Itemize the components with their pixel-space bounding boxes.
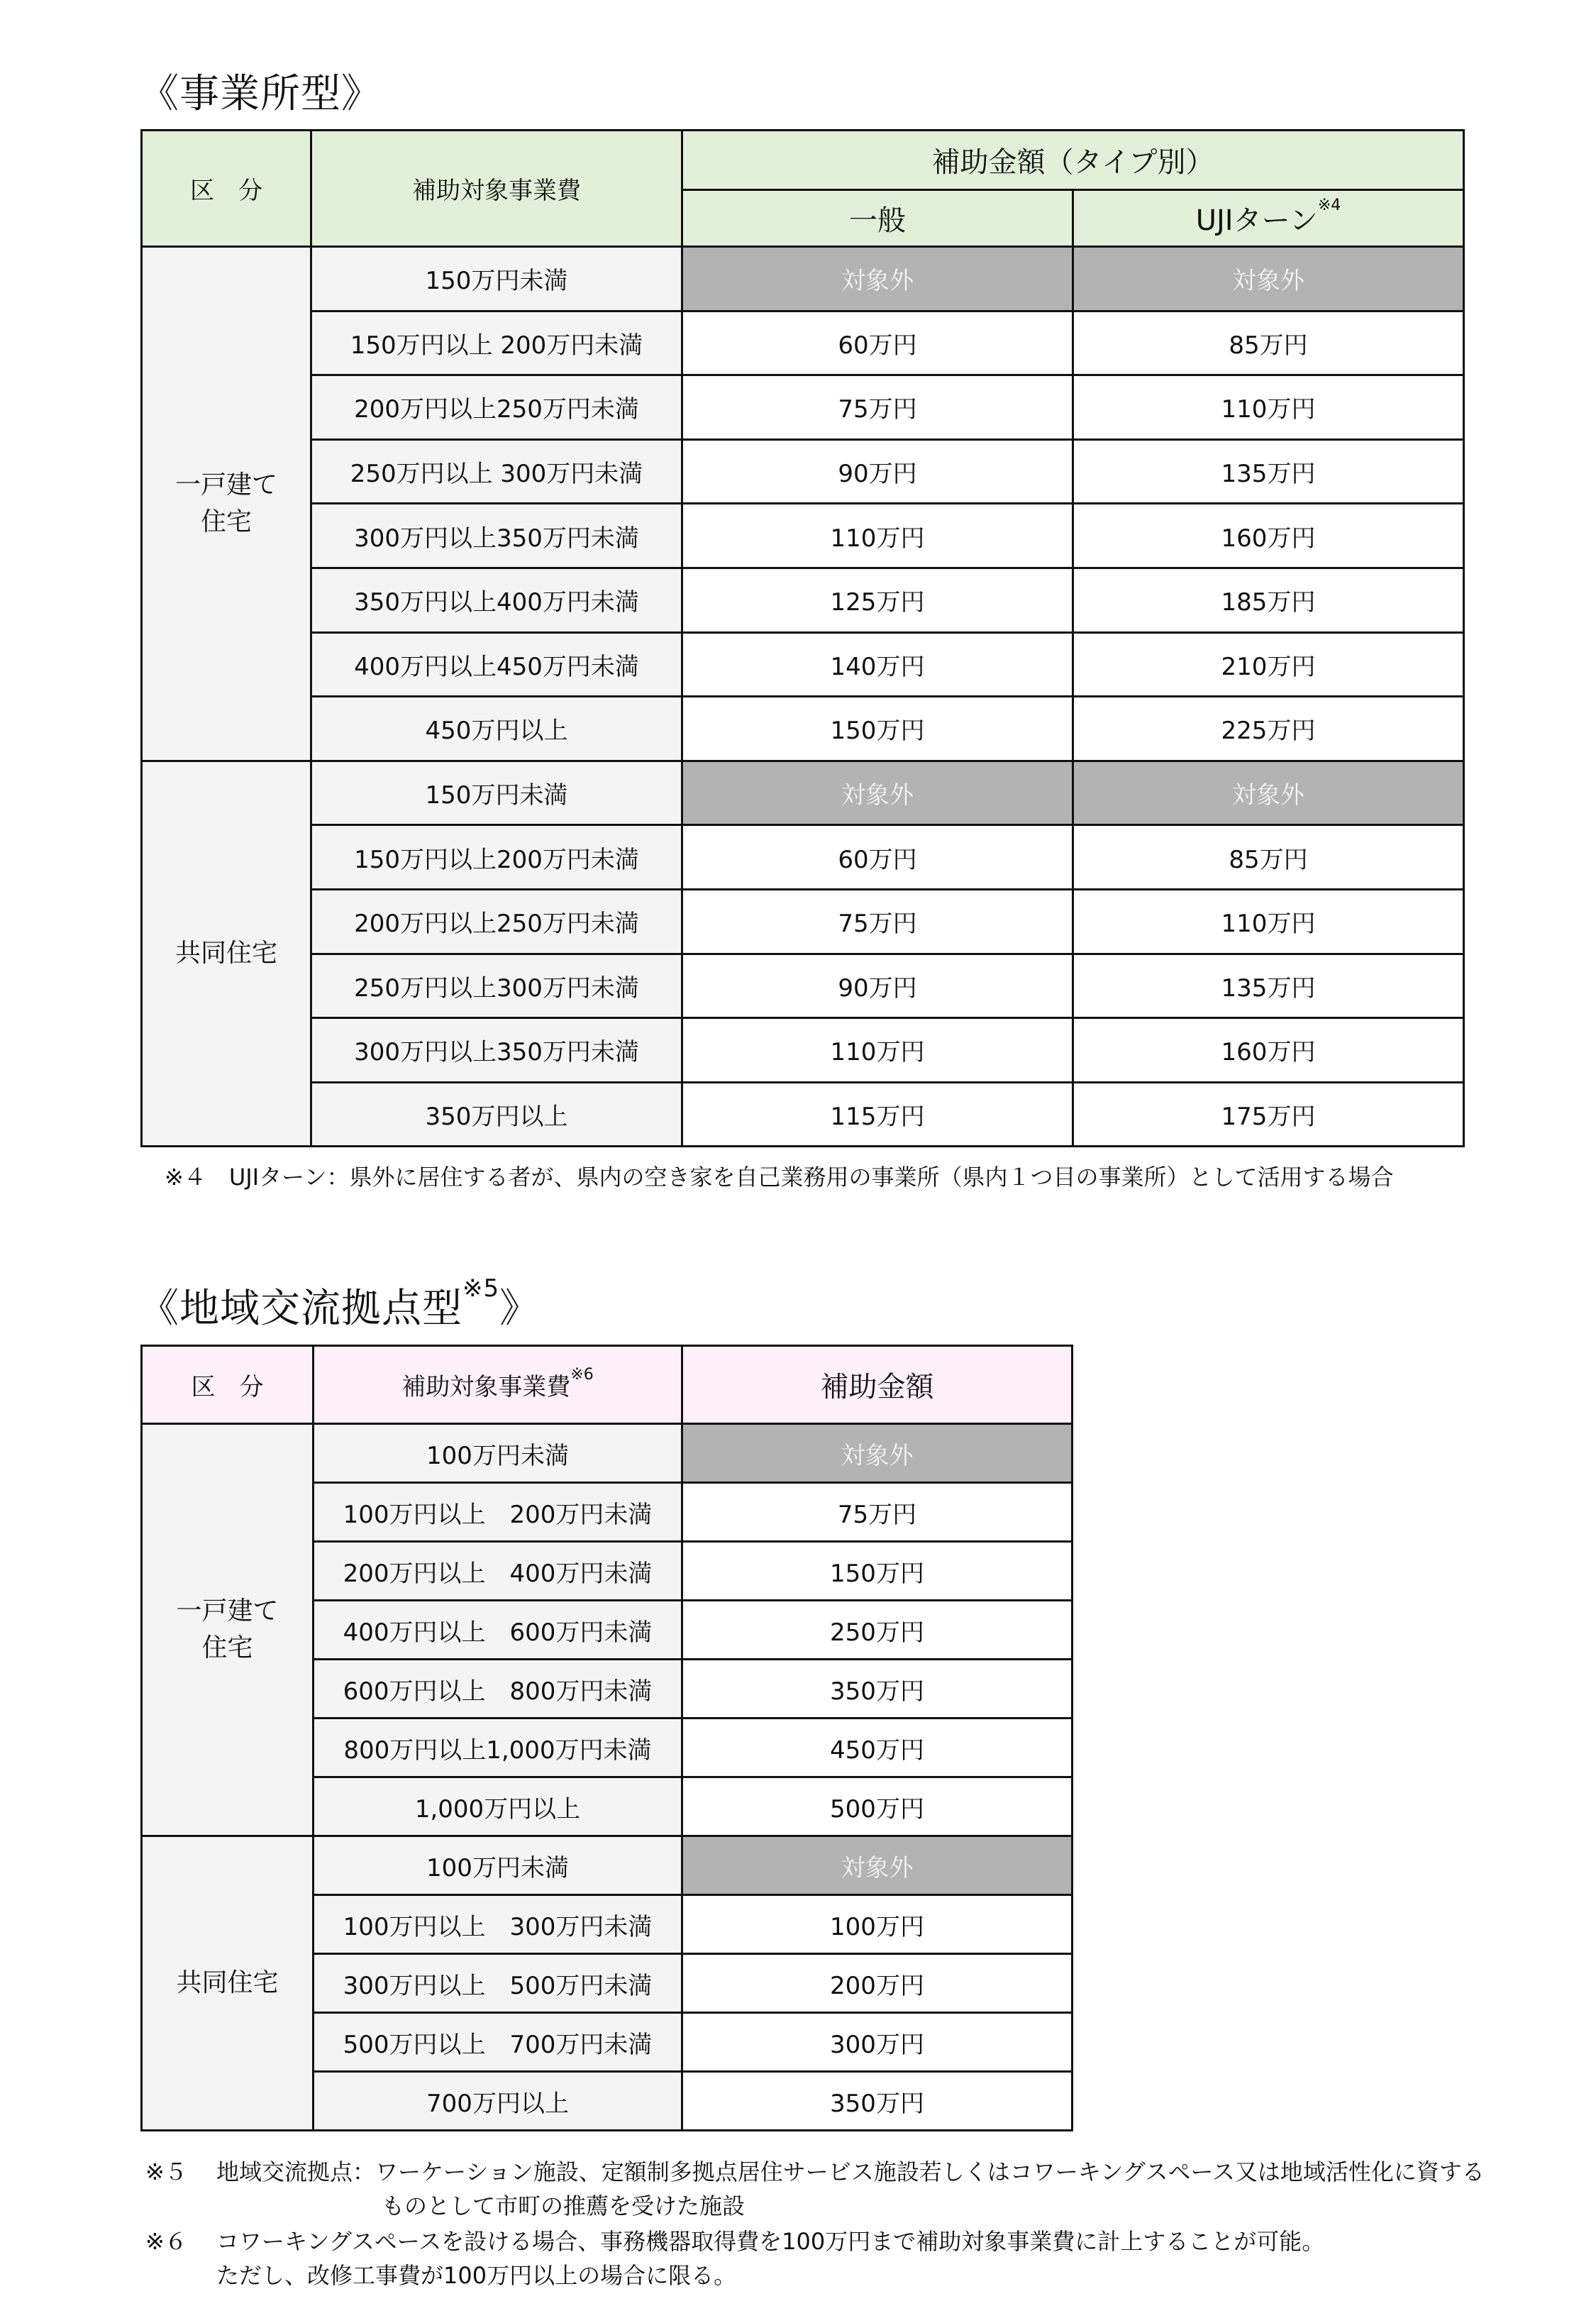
header-general: 一般 [682, 190, 1073, 247]
cost-range-cell: 350万円以上400万円未満 [311, 568, 682, 632]
title-note-mark: ※5 [462, 1274, 500, 1303]
cost-range-cell: 150万円以上200万円未満 [311, 825, 682, 890]
header-uji: UJIターン$^{※4}$ [1073, 190, 1464, 247]
table-row [142, 1424, 1073, 1483]
cost-range-cell: 700万円以上 [314, 2072, 682, 2131]
general-amount-cell: 60万円 [682, 311, 1073, 375]
general-amount-cell: 150万円 [682, 697, 1073, 761]
cost-range-cell: 500万円以上 700万円未満 [314, 2013, 682, 2072]
table-row [142, 761, 1464, 825]
cost-range-cell: 400万円以上 600万円未満 [314, 1601, 682, 1660]
header-cost: 補助対象事業費$^{※6}$ [314, 1346, 682, 1424]
uji-amount-cell: 135万円 [1073, 439, 1464, 504]
uji-note-mark: ※4 [1317, 197, 1341, 214]
table-row [142, 1836, 1073, 1895]
table-row [142, 439, 1464, 504]
note-5-line2: ものとして市町の推薦を受けた施設 [382, 2192, 746, 2219]
cost-range-cell: 150万円以上 200万円未満 [311, 311, 682, 375]
amount-cell: 75万円 [682, 1483, 1073, 1542]
general-amount-cell: 75万円 [682, 889, 1073, 954]
general-amount-cell: 140万円 [682, 632, 1073, 697]
table-row [142, 889, 1464, 954]
table-row [142, 311, 1464, 375]
cost-range-cell: 1,000万円以上 [314, 1777, 682, 1836]
header-category: 区 分 [142, 1346, 314, 1424]
section2-title: 《地域交流拠点型$^{※5}$》 [139, 1274, 541, 1332]
cost-range-cell: 300万円以上350万円未満 [311, 504, 682, 568]
amount-cell: 450万円 [682, 1719, 1073, 1777]
table-row [142, 1018, 1464, 1083]
amount-cell: 350万円 [682, 2072, 1073, 2131]
category-cell: 共同住宅 [142, 1836, 314, 2131]
cost-range-cell: 150万円未満 [311, 761, 682, 825]
amount-cell: 300万円 [682, 2013, 1073, 2072]
uji-amount-cell: 135万円 [1073, 954, 1464, 1018]
header-category: 区 分 [142, 131, 311, 247]
cost-range-cell: 250万円以上300万円未満 [311, 954, 682, 1018]
cost-range-cell: 200万円以上250万円未満 [311, 375, 682, 440]
uji-amount-cell: 185万円 [1073, 568, 1464, 632]
uji-amount-cell: 110万円 [1073, 375, 1464, 440]
general-amount-cell: 115万円 [682, 1082, 1073, 1147]
cost-range-cell: 100万円以上 200万円未満 [314, 1483, 682, 1542]
general-amount-cell: 対象外 [682, 761, 1073, 825]
cost-range-cell: 300万円以上 500万円未満 [314, 1954, 682, 2013]
general-amount-cell: 75万円 [682, 375, 1073, 440]
uji-amount-cell: 85万円 [1073, 311, 1464, 375]
cost-range-cell: 800万円以上1,000万円未満 [314, 1719, 682, 1777]
general-amount-cell: 110万円 [682, 1018, 1073, 1083]
amount-cell: 150万円 [682, 1542, 1073, 1601]
cost-range-cell: 200万円以上 400万円未満 [314, 1542, 682, 1601]
uji-amount-cell: 110万円 [1073, 889, 1464, 954]
community-hub-table [140, 1345, 1073, 2131]
table-row [142, 504, 1464, 568]
cost-range-cell: 400万円以上450万円未満 [311, 632, 682, 697]
uji-amount-cell: 160万円 [1073, 1018, 1464, 1083]
amount-cell: 対象外 [682, 1424, 1073, 1483]
amount-cell: 100万円 [682, 1895, 1073, 1954]
cost-range-cell: 450万円以上 [311, 697, 682, 761]
uji-amount-cell: 対象外 [1073, 761, 1464, 825]
general-amount-cell: 60万円 [682, 825, 1073, 890]
cost-range-cell: 150万円未満 [311, 247, 682, 311]
amount-cell: 250万円 [682, 1601, 1073, 1660]
cost-range-cell: 100万円未満 [314, 1836, 682, 1895]
amount-cell: 200万円 [682, 1954, 1073, 2013]
cost-range-cell: 300万円以上350万円未満 [311, 1018, 682, 1083]
note-6-line1: ※６ コワーキングスペースを設ける場合、事務機器取得費を100万円まで補助対象事業費に計上することが可能。 [145, 2228, 1325, 2255]
amount-cell: 500万円 [682, 1777, 1073, 1836]
header-amount: 補助金額（タイプ別） [682, 131, 1464, 190]
cost-note-mark: ※6 [570, 1366, 594, 1384]
header-amount: 補助金額 [682, 1346, 1073, 1424]
cost-range-cell: 200万円以上250万円未満 [311, 889, 682, 954]
uji-amount-cell: 225万円 [1073, 697, 1464, 761]
table-row [142, 632, 1464, 697]
uji-amount-cell: 85万円 [1073, 825, 1464, 890]
cost-range-cell: 100万円以上 300万円未満 [314, 1895, 682, 1954]
category-cell: 共同住宅 [142, 761, 311, 1147]
note-6-line2: ただし、改修工事費が100万円以上の場合に限る。 [216, 2262, 737, 2289]
amount-cell: 350万円 [682, 1660, 1073, 1719]
general-amount-cell: 90万円 [682, 439, 1073, 504]
category-cell: 一戸建て 住宅 [142, 1424, 314, 1836]
cost-range-cell: 600万円以上 800万円未満 [314, 1660, 682, 1719]
note-5-line1: ※５ 地域交流拠点：ワーケーション施設、定額制多拠点居住サービス施設若しくはコワーキングスペース又は地域活性化に資する [145, 2158, 1485, 2185]
table-row [142, 697, 1464, 761]
uji-amount-cell: 210万円 [1073, 632, 1464, 697]
amount-cell: 対象外 [682, 1836, 1073, 1895]
general-amount-cell: 110万円 [682, 504, 1073, 568]
uji-amount-cell: 対象外 [1073, 247, 1464, 311]
section1-title: 《事業所型》 [139, 71, 382, 117]
office-type-table [140, 129, 1465, 1147]
table-row [142, 1082, 1464, 1147]
table-row [142, 375, 1464, 440]
note-4: ※４ UJIターン：県外に居住する者が、県内の空き家を自己業務用の事業所（県内１つ目の事業所）として活用する場合 [165, 1164, 1394, 1191]
uji-amount-cell: 160万円 [1073, 504, 1464, 568]
cost-range-cell: 350万円以上 [311, 1082, 682, 1147]
general-amount-cell: 125万円 [682, 568, 1073, 632]
table-row [142, 954, 1464, 1018]
category-cell: 一戸建て 住宅 [142, 247, 311, 761]
cost-range-cell: 100万円未満 [314, 1424, 682, 1483]
table-row [142, 247, 1464, 311]
header-cost: 補助対象事業費 [311, 131, 682, 247]
general-amount-cell: 対象外 [682, 247, 1073, 311]
table-row [142, 825, 1464, 890]
cost-range-cell: 250万円以上 300万円未満 [311, 439, 682, 504]
general-amount-cell: 90万円 [682, 954, 1073, 1018]
uji-amount-cell: 175万円 [1073, 1082, 1464, 1147]
table-row [142, 568, 1464, 632]
